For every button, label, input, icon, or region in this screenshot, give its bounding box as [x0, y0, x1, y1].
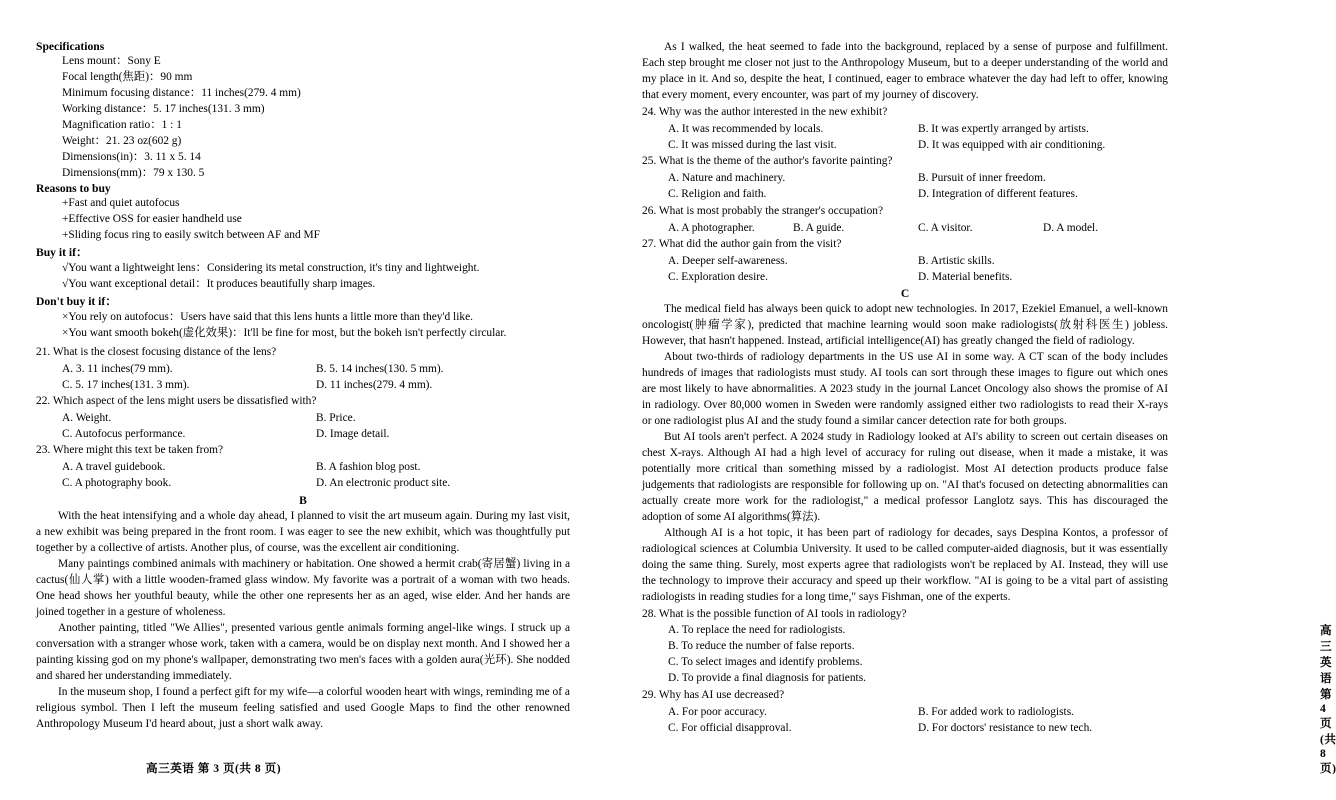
question-text: What is most probably the stranger's occupation? [658, 204, 884, 217]
option-d[interactable]: D. Integration of different features. [918, 188, 1078, 201]
option-a[interactable]: A. It was recommended by locals. [668, 122, 824, 135]
question-28 [642, 607, 1168, 623]
question-26 [642, 204, 1168, 220]
buy-line: √You want a lightweight lens：Considering its metal construction, it's tiny and lightweight. [62, 261, 480, 274]
spec-line: Focal length(焦距)：90 mm [62, 70, 193, 83]
spec-line: Dimensions(mm)：79 x 130. 5 [62, 166, 205, 179]
option-a[interactable]: A. A travel guidebook. [62, 461, 166, 474]
dont-buy-line: ×You want smooth bokeh(虚化效果)：It'll be fine for most, but the bokeh isn't perfectly circular. [62, 326, 507, 339]
option-d[interactable]: D. Material benefits. [918, 270, 1013, 283]
question-25-options-row2 [642, 186, 1168, 202]
question-number: 23. [36, 444, 51, 457]
page-footer-left: 高三英语 第 3 页(共 8 页) [146, 762, 282, 775]
question-21-options-row2 [36, 377, 570, 393]
question-22-options-row1 [36, 410, 570, 426]
passage-b-paragraph-4: In the museum shop, I found a perfect gift for my wife—a colorful wooden heart with wings, reminding me of a religious symbol. Then I left the museum feeling satisfied and used Google Maps to find the other renowned Anthropology Museum I'd heard about, just a short walk away. [36, 685, 570, 730]
option-c[interactable]: C. A photography book. [62, 477, 172, 490]
passage-b-paragraph-5: As I walked, the heat seemed to fade into the background, replaced by a sense of purpose and fulfillment. Each step brought me closer not just to the Anthropology Museum, but to a deeper understanding of the world and my place in it. And so, despite the heat, I continued, eager to embrace whatever the day had left to offer, knowing that every moment, every encounter, was part of my journey of discovery. [642, 41, 1168, 101]
spec-line: Minimum focusing distance：11 inches(279. 4 mm) [62, 86, 301, 99]
question-29-options-row2 [642, 720, 1168, 736]
question-text: Why has AI use decreased? [658, 688, 785, 701]
option-d[interactable]: D. An electronic product site. [316, 477, 451, 490]
option-c[interactable]: C. To select images and identify problems. [668, 655, 863, 668]
question-26-options-row [642, 220, 1168, 236]
question-23-options-row2 [36, 475, 570, 491]
question-27 [642, 237, 1168, 253]
option-c[interactable]: C. Exploration desire. [668, 270, 768, 283]
option-b[interactable]: B. Price. [316, 411, 356, 424]
option-d[interactable]: D. 11 inches(279. 4 mm). [316, 378, 433, 391]
option-b[interactable]: B. For added work to radiologists. [918, 705, 1074, 718]
spec-line: Weight：21. 23 oz(602 g) [62, 134, 182, 147]
reason-line: +Effective OSS for easier handheld use [62, 212, 242, 225]
option-b[interactable]: B. 5. 14 inches(130. 5 mm). [316, 362, 444, 375]
option-b[interactable]: B. A guide. [793, 221, 845, 234]
option-c[interactable]: C. Religion and faith. [668, 188, 767, 201]
question-text: What is the possible function of AI tools in radiology? [658, 607, 907, 620]
section-letter-b: B [299, 493, 307, 507]
question-number: 27. [642, 237, 657, 250]
option-a[interactable]: A. 3. 11 inches(79 mm). [62, 362, 173, 375]
question-21 [36, 345, 570, 361]
option-c[interactable]: C. It was missed during the last visit. [668, 139, 837, 152]
option-c[interactable]: C. For official disapproval. [668, 721, 792, 734]
question-number: 29. [642, 688, 657, 701]
spec-line: Working distance：5. 17 inches(131. 3 mm) [62, 102, 265, 115]
option-a[interactable]: A. Nature and machinery. [668, 172, 786, 185]
passage-b-paragraph-3: Another painting, titled "We Allies", presented various gentle animals forming angel-like wings. I struck up a conversation with a stranger whose work, taken with a camera, would be on display next month. And I showed her a painting kissing god on my phone's wallpaper, demonstrating two men's faces with a golden aura(光环). She nodded and shared her understanding immediately. [36, 621, 570, 682]
question-text: What is the theme of the author's favorite painting? [658, 155, 893, 168]
option-c[interactable]: C. A visitor. [918, 221, 973, 234]
question-number: 25. [642, 155, 657, 168]
question-29-options-row1 [642, 704, 1168, 720]
question-23-options-row1 [36, 459, 570, 475]
passage-c-paragraph-3: But AI tools aren't perfect. A 2024 study in Radiology looked at AI's ability to screen out certain diseases on chest X-rays. Although AI had a high level of accuracy for ruling out disease, when it made a mistake, it was potentially more critical than something missed by a radiologist. Most AI detection products produce false judgements that radiologists are responsible for following up on. "AI that's focused on detecting abnormalities can actually create more work for the radiologist," a medical professor Langlotz says. This has discouraged the adoption of some AI algorithms(算法). [642, 431, 1168, 524]
option-d[interactable]: D. Image detail. [316, 428, 390, 441]
question-number: 24. [642, 105, 657, 118]
dont-buy-line: ×You rely on autofocus：Users have said that this lens hunts a little more than they'd like. [62, 310, 473, 323]
question-text: Why was the author interested in the new exhibit? [658, 105, 888, 118]
question-27-options-row1 [642, 253, 1168, 269]
page-footer-right: 高三英语 第 4 页(共 8 页) [1320, 624, 1336, 775]
passage-b-paragraph-1: With the heat intensifying and a whole day ahead, I planned to visit the art museum again. During my last visit, a new exhibit was being prepared in the front room. I was eager to see the new exhibit, which was thoughtfully put together by a collective of artists. Another plus, of course, was the excellent air conditioning. [36, 509, 570, 554]
question-22 [36, 394, 570, 410]
option-a[interactable]: A. To replace the need for radiologists. [668, 623, 846, 636]
option-b[interactable]: B. A fashion blog post. [316, 461, 421, 474]
question-text: Where might this text be taken from? [52, 444, 224, 457]
question-21-options-row1 [36, 361, 570, 377]
option-a[interactable]: A. Weight. [62, 411, 112, 424]
reason-line: +Sliding focus ring to easily switch between AF and MF [62, 228, 320, 241]
reason-line: +Fast and quiet autofocus [62, 196, 180, 209]
option-c[interactable]: C. Autofocus performance. [62, 428, 186, 441]
question-number: 26. [642, 204, 657, 217]
specifications-heading: Specifications [36, 40, 105, 53]
spec-line: Magnification ratio：1 : 1 [62, 118, 182, 131]
question-23 [36, 443, 570, 459]
buy-it-if-heading: Buy it if： [36, 245, 88, 259]
dont-buy-it-if-heading: Don't buy it if： [36, 294, 117, 308]
option-b[interactable]: B. It was expertly arranged by artists. [918, 122, 1089, 135]
option-c[interactable]: C. 5. 17 inches(131. 3 mm). [62, 378, 190, 391]
option-b[interactable]: B. Pursuit of inner freedom. [918, 172, 1046, 185]
question-22-options-row2 [36, 426, 570, 442]
buy-line: √You want exceptional detail：It produces beautifully sharp images. [62, 277, 376, 290]
right-column [620, 40, 1336, 790]
question-29 [642, 688, 1168, 704]
question-24-options-row2 [642, 137, 1168, 153]
option-d[interactable]: D. To provide a final diagnosis for patients. [668, 671, 866, 684]
option-a[interactable]: A. Deeper self-awareness. [668, 254, 788, 267]
question-text: What did the author gain from the visit? [658, 237, 842, 250]
passage-c-paragraph-2: About two-thirds of radiology departments in the US use AI in some way. A CT scan of the body includes hundreds of images that radiologists must study. AI tools can sort through these images to figure out which ones are most likely to have abnormalities. A 2023 study in the journal Lancet Oncology also shows the promise of AI in radiology. Over 80,000 women in Sweden were randomly assigned either two radiologists to read their X-rays or one radiologist plus AI and the study found a similar cancer detection rate for both groups. [642, 351, 1168, 428]
section-letter-c: C [900, 287, 910, 301]
question-text: What is the closest focusing distance of the lens? [52, 345, 277, 358]
spec-line: Dimensions(in)：3. 11 x 5. 14 [62, 150, 201, 163]
question-25-options-row1 [642, 170, 1168, 186]
option-b[interactable]: B. Artistic skills. [918, 254, 995, 267]
option-d[interactable]: D. It was equipped with air conditioning. [918, 139, 1106, 152]
option-a[interactable]: A. For poor accuracy. [668, 705, 767, 718]
option-b[interactable]: B. To reduce the number of false reports. [668, 639, 855, 652]
question-24-options-row1 [642, 121, 1168, 137]
question-25 [642, 154, 1168, 170]
question-text: Which aspect of the lens might users be dissatisfied with? [52, 394, 317, 407]
spec-line: Lens mount：Sony E [62, 55, 161, 67]
question-number: 21. [36, 345, 51, 358]
reasons-to-buy-heading: Reasons to buy [36, 181, 111, 195]
option-a[interactable]: A. A photographer. [668, 221, 755, 234]
question-number: 28. [642, 607, 657, 620]
question-24 [642, 105, 1168, 121]
passage-c-paragraph-4: Although AI is a hot topic, it has been part of radiology for decades, says Despina Kontos, a professor of radiological sciences at Columbia University. It used to be called computer-aided diagnosis, but it was essentially doing the same thing. Surely, most experts agree that radiologists won't be replaced by AI. Instead, they will use the technology to improve their accuracy and speed up their workflow. "AI is going to be a vital part of assisting radiologists in reading studies for a long time," says Fishman, one of the experts. [642, 527, 1168, 603]
option-d[interactable]: D. For doctors' resistance to new tech. [918, 721, 1093, 734]
passage-b-paragraph-2: Many paintings combined animals with machinery or habitation. One showed a hermit crab(寄居蟹) living in a cactus(仙人掌) with a little wooden-framed glass window. My favorite was a portrait of a woman with two heads. One head shows her youthful beauty, while the other one represents her as an aged, wise elder. And her hands are joined together in a gesture of wholeness. [36, 557, 570, 618]
question-27-options-row2 [642, 269, 1168, 285]
option-d[interactable]: D. A model. [1043, 221, 1099, 234]
passage-c-paragraph-1: The medical field has always been quick to adopt new technologies. In 2017, Ezekiel Emanuel, a well-known oncologist(肿瘤学家), predicted that machine learning would soon make radiologists(放射科医生) jobless. However, that hasn't happened. Instead, artificial intelligence(AI) has greatly changed the field of radiology. [642, 303, 1168, 348]
left-column [36, 40, 584, 790]
question-number: 22. [36, 394, 51, 407]
